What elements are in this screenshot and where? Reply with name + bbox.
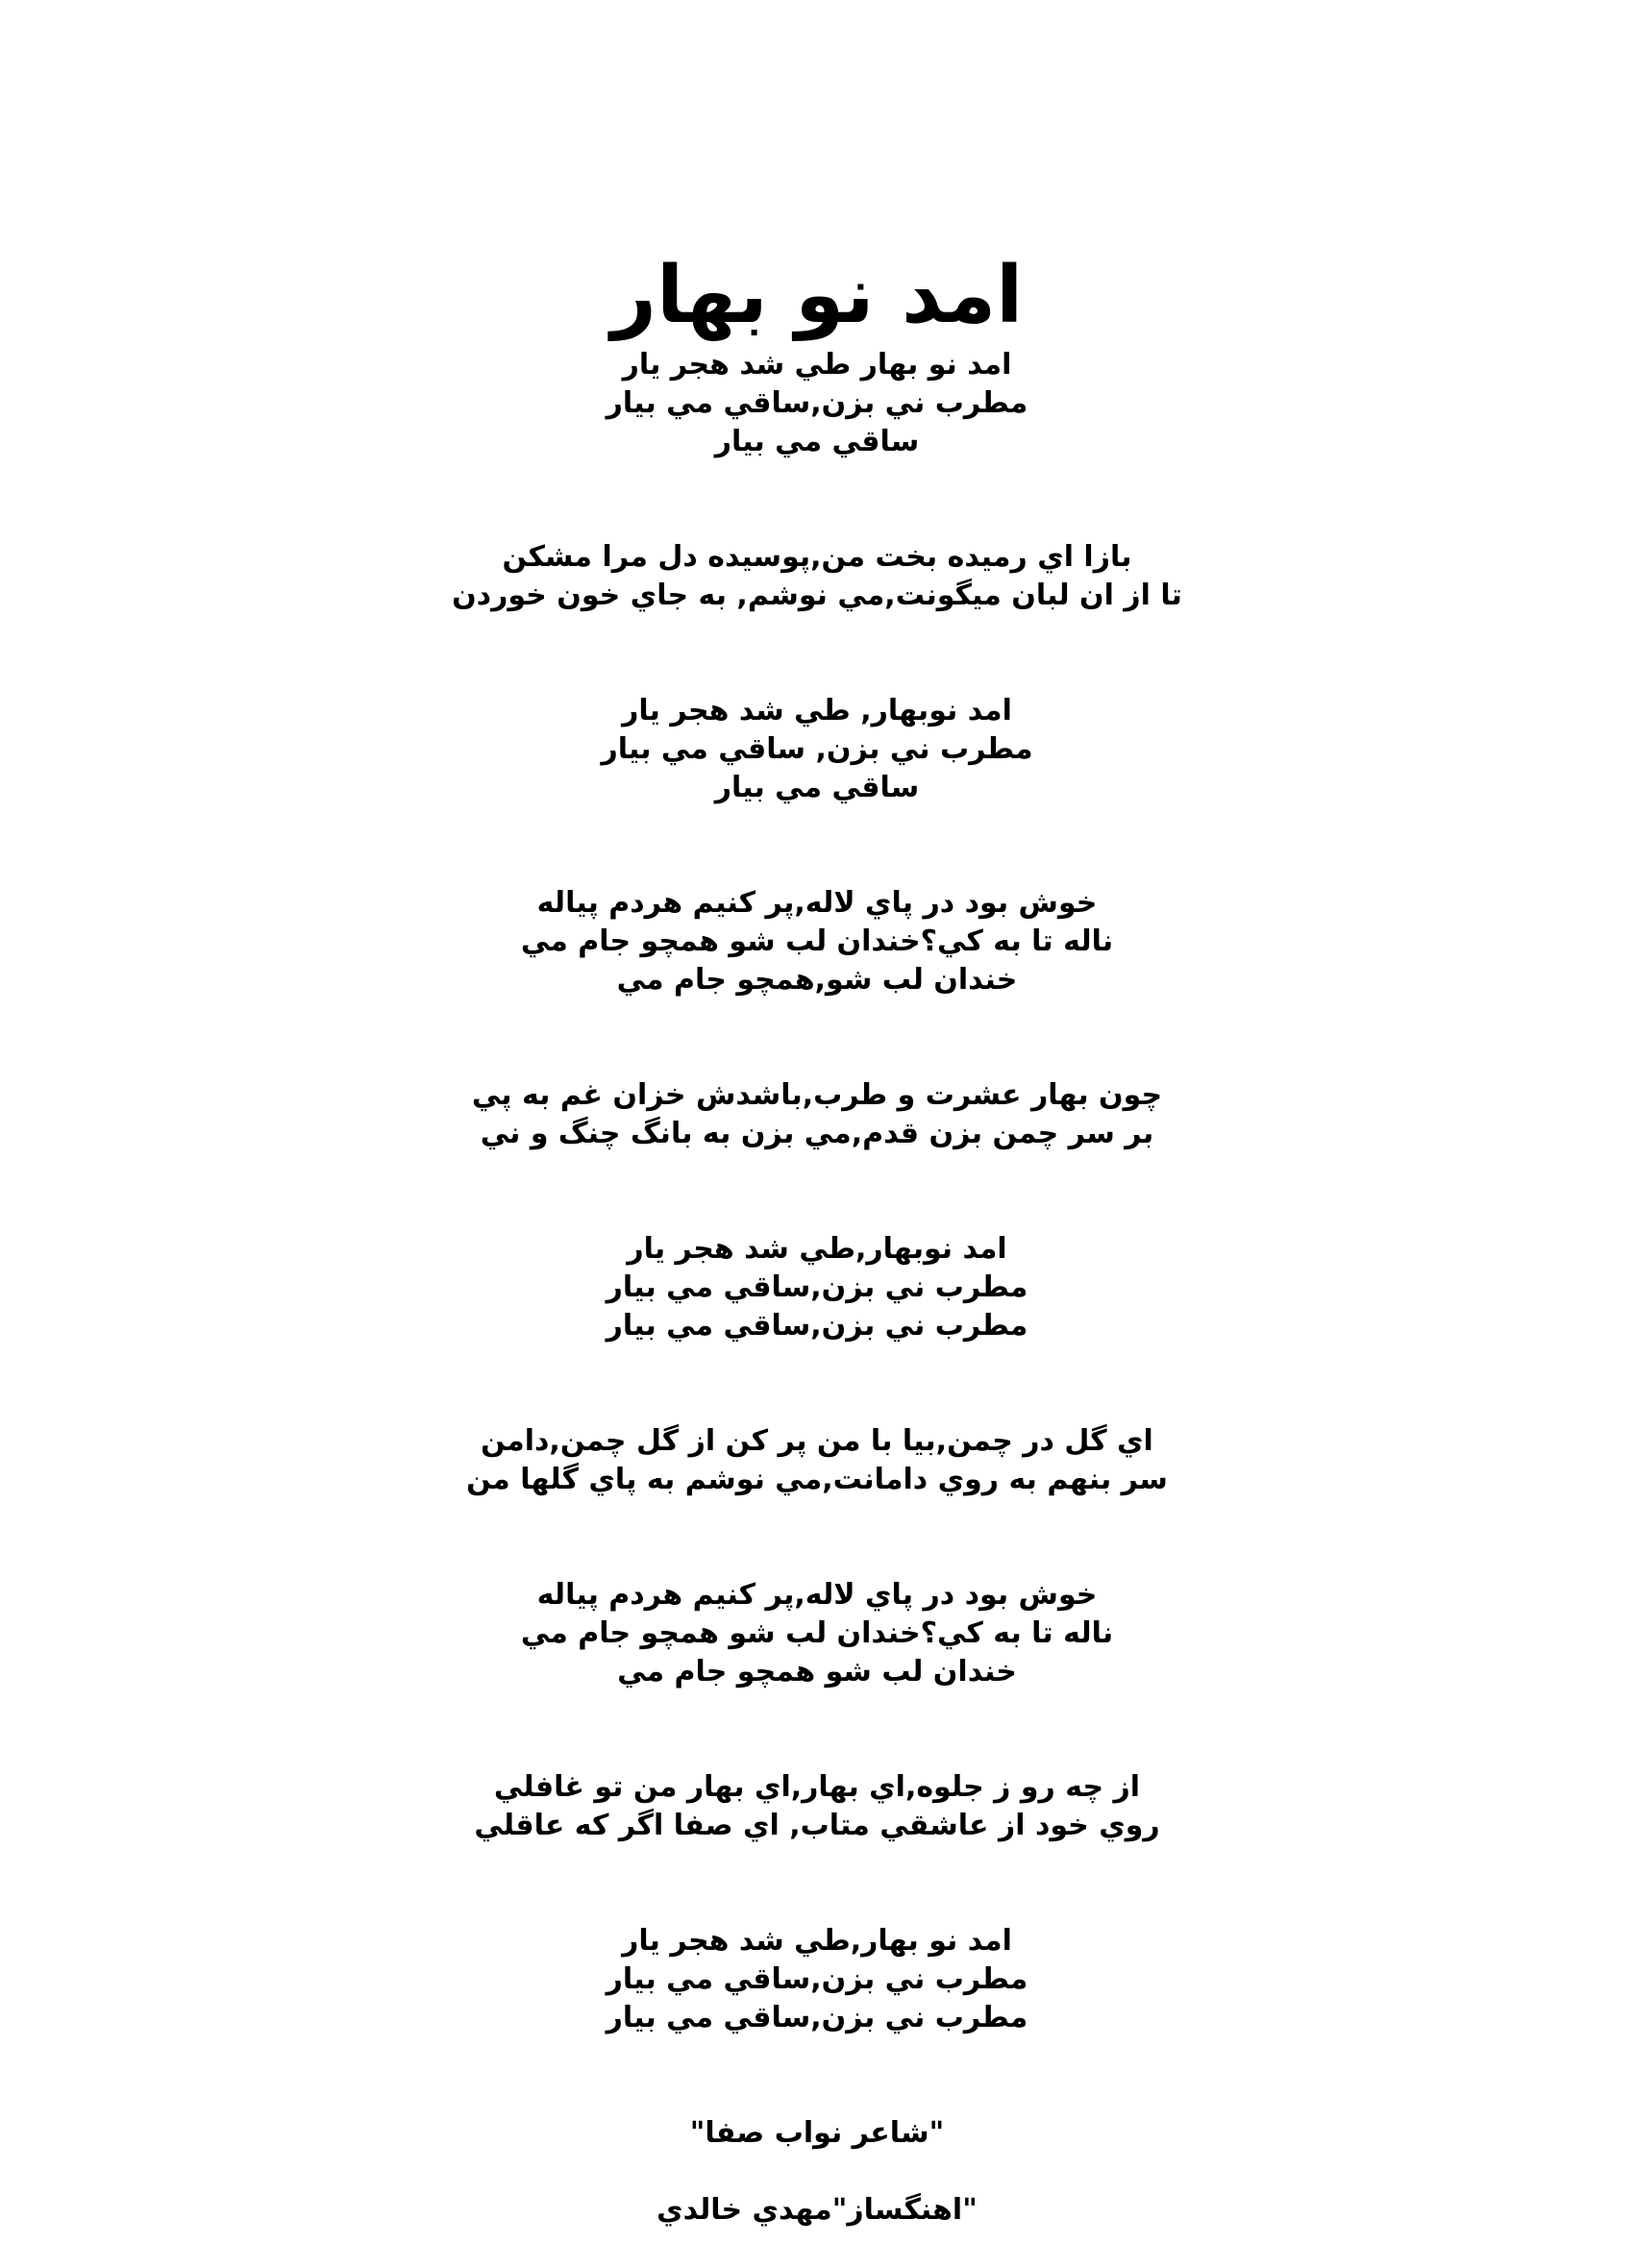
poem-line: بازا اي رميده بخت من,پوسيده دل مرا مشكن <box>502 540 1132 574</box>
stanza <box>0 1768 1634 1845</box>
poem-line: چون بهار عشرت و طرب,باشدش خزان غم به پي <box>471 1078 1163 1112</box>
stanza <box>0 1076 1634 1153</box>
poem-line: امد نو بهار,طي شد هجر يار <box>622 1924 1012 1958</box>
stanza <box>0 1922 1634 2037</box>
stanza <box>0 1422 1634 1499</box>
stanza <box>0 1230 1634 1345</box>
poem-line: ساقي مي بيار <box>714 771 920 804</box>
poem-line: تا از ان لبان ميگونت,مي نوشم, به جاي خون خوردن <box>452 579 1182 612</box>
poem-line: خوش بود در پاي لاله,پر كنيم هردم پياله <box>536 1578 1098 1612</box>
poem-line: مطرب ني بزن,ساقي مي بيار <box>606 386 1028 420</box>
stanza <box>0 692 1634 807</box>
poem-line: سر بنهم به روي دامانت,مي نوشم به پاي گلها من <box>466 1463 1168 1496</box>
poem-line: خندان لب شو,همچو جام مي <box>616 963 1018 997</box>
poem-line: ساقي مي بيار <box>714 425 920 458</box>
poem-line: ناله تا به كي؟خندان لب شو همچو جام مي <box>520 924 1114 958</box>
composer-credit: "اهنگساز"مهدي خالدي <box>656 2193 978 2227</box>
poem-line: امد نو بهار طي شد هجر يار <box>622 348 1012 382</box>
stanza <box>0 346 1634 461</box>
poem-line: اي گل در چمن,بيا با من پر كن از گل چمن,دامن <box>481 1424 1153 1458</box>
stanza <box>0 1576 1634 1691</box>
poem-line: امد نوبهار, طي شد هجر يار <box>622 694 1012 727</box>
poem-line: مطرب ني بزن,ساقي مي بيار <box>606 1962 1028 1996</box>
stanza <box>0 884 1634 999</box>
poem-line: مطرب ني بزن,ساقي مي بيار <box>606 2001 1028 2034</box>
poem-line: مطرب ني بزن, ساقي مي بيار <box>601 732 1033 766</box>
poem-line: مطرب ني بزن,ساقي مي بيار <box>606 1309 1028 1343</box>
poem-line: امد نوبهار,طي شد هجر يار <box>627 1232 1007 1266</box>
poem-line: مطرب ني بزن,ساقي مي بيار <box>606 1270 1028 1304</box>
stanza <box>0 538 1634 615</box>
poem-line: بر سر چمن بزن قدم,مي بزن به بانگ چنگ و ني <box>480 1117 1154 1150</box>
poem-line: خندان لب شو همچو جام مي <box>617 1655 1017 1689</box>
poet-credit: "شاعر نواب صفا" <box>689 2116 945 2150</box>
poem-title: امد نو بهار <box>610 250 1024 341</box>
poem-line: از چه رو ز جلوه,اي بهار,اي بهار من تو غافلي <box>493 1770 1141 1804</box>
poem-line: ناله تا به كي؟خندان لب شو همچو جام مي <box>520 1616 1114 1650</box>
poem-body <box>0 346 1634 2268</box>
poem-line: خوش بود در پاي لاله,پر كنيم هردم پياله <box>536 886 1098 920</box>
poem-line: روي خود از عاشقي متاب, اي صفا اگر كه عاقلي <box>474 1809 1160 1842</box>
